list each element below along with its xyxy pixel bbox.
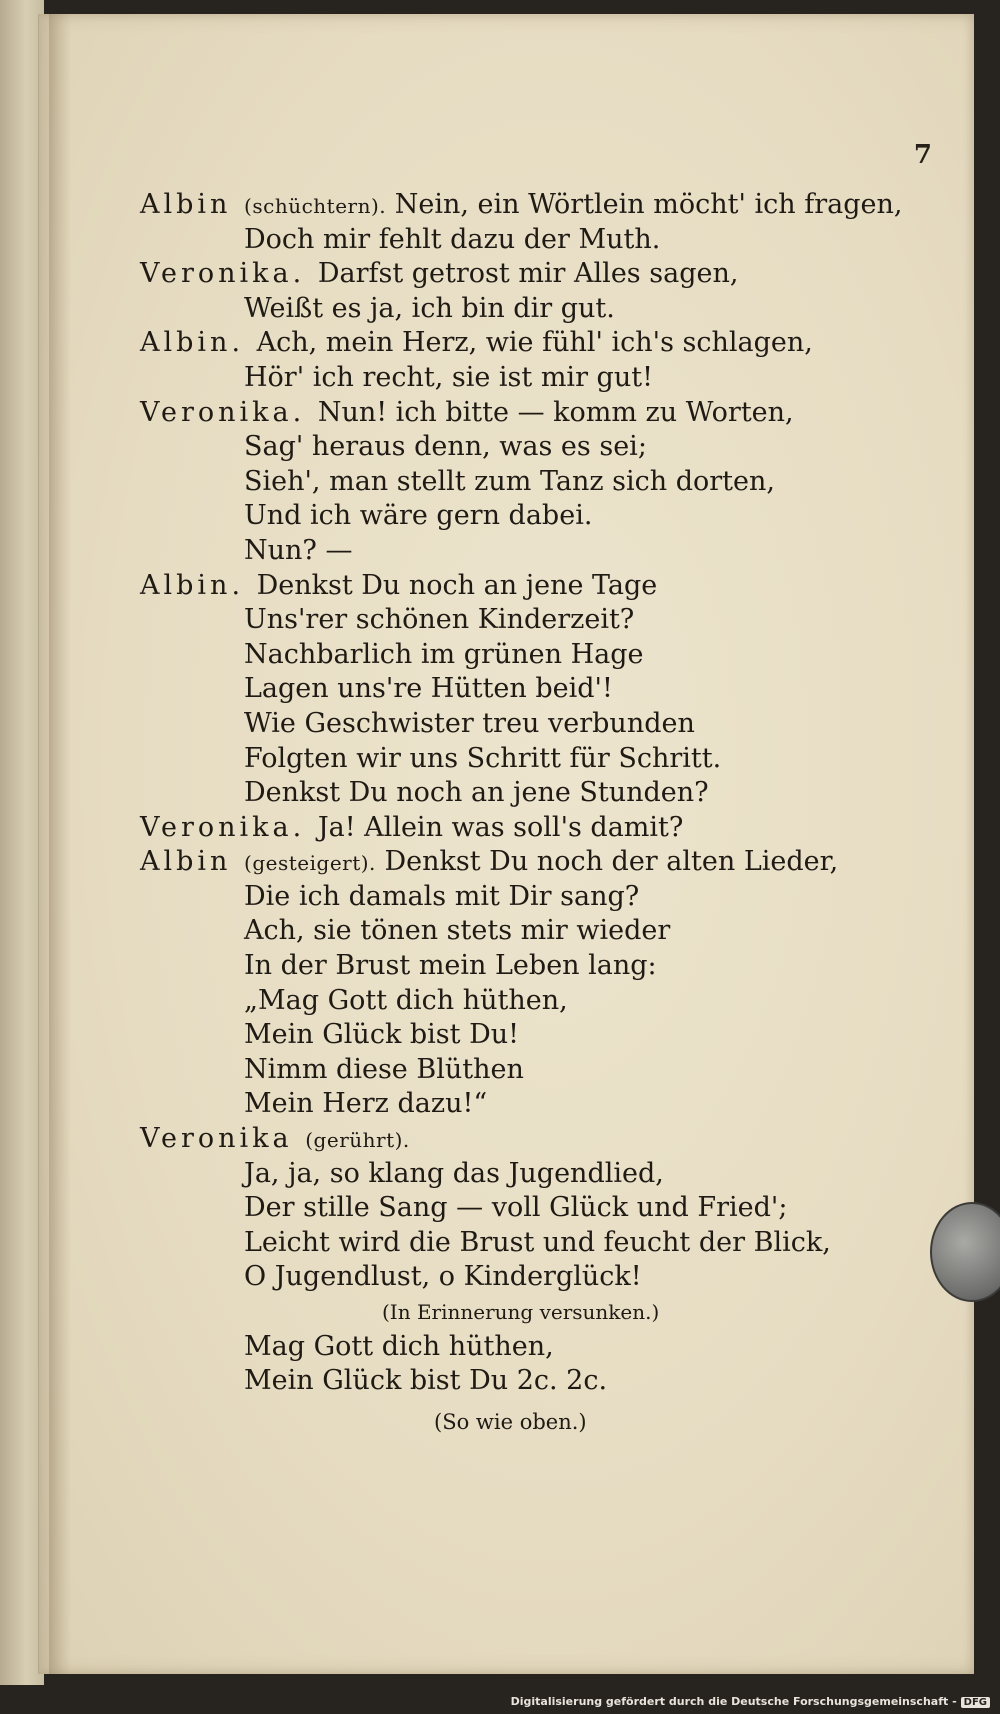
verse-text: Wie Geschwister treu verbunden [244, 707, 695, 739]
dialogue-line [140, 1122, 920, 1157]
page-clip [930, 1202, 1000, 1302]
stage-direction: (So wie oben.) [434, 1409, 587, 1434]
verse-text: Uns'rer schönen Kinderzeit? [244, 604, 635, 636]
dialogue-line [140, 1157, 920, 1192]
dialogue-line [140, 499, 920, 534]
verse-text: Denkst Du noch an jene Tage [256, 569, 658, 601]
verse-text: Nun? — [244, 534, 353, 566]
verse-text: Nun! ich bitte — komm zu Worten, [317, 396, 794, 428]
verse-text: Sag' heraus denn, was es sei; [244, 431, 647, 463]
verse-text: Ach, sie tönen stets mir wieder [244, 915, 671, 947]
dialogue-line [140, 465, 920, 500]
stage-direction: (schüchtern). [244, 194, 387, 218]
dialogue-line [140, 223, 920, 258]
speaker-name: Albin [140, 189, 232, 220]
speaker-name: Albin. [140, 327, 245, 359]
speaker-name: Veronika. [140, 396, 306, 428]
digitization-credit [511, 1695, 990, 1708]
dialogue-line [140, 776, 920, 811]
verse-text: Denkst Du noch an jene Stunden? [244, 777, 709, 809]
verse-text: Die ich damals mit Dir sang? [244, 880, 640, 912]
page-number: 7 [913, 140, 932, 170]
dialogue-line [140, 1053, 920, 1088]
dialogue-line [140, 326, 920, 361]
dialogue-line [140, 1191, 920, 1226]
dialogue-line [140, 569, 920, 604]
dialogue-line [140, 188, 920, 223]
verse-text: Darfst getrost mir Alles sagen, [317, 258, 739, 290]
speaker-name: Veronika. [140, 811, 306, 843]
dialogue-line [140, 1330, 920, 1365]
dialogue-line [140, 1260, 920, 1295]
verse-text: Mein Herz dazu!“ [244, 1088, 488, 1120]
dialogue-line [140, 603, 920, 638]
speaker-name: Albin. [140, 569, 245, 601]
verse-text: Denkst Du noch der alten Lieder, [384, 846, 839, 878]
dialogue-text [140, 188, 920, 1439]
dialogue-line [140, 742, 920, 777]
dialogue-line [140, 1364, 920, 1399]
dialogue-line [140, 292, 920, 327]
dialogue-line [140, 1018, 920, 1053]
verse-text: Folgten wir uns Schritt für Schritt. [244, 742, 722, 774]
dialogue-line [140, 396, 920, 431]
verse-text: Nachbarlich im grünen Hage [244, 638, 644, 670]
dialogue-line [140, 430, 920, 465]
verse-text: Ja! Allein was soll's damit? [317, 811, 684, 843]
stage-direction-line [140, 1295, 920, 1330]
stage-direction-line [140, 1405, 920, 1440]
verse-text: Sieh', man stellt zum Tanz sich dorten, [244, 465, 775, 497]
stage-direction: (gerührt). [305, 1128, 410, 1153]
dialogue-line [140, 845, 920, 880]
verse-text: Hör' ich recht, sie ist mir gut! [244, 361, 653, 393]
verse-text: Nimm diese Blüthen [244, 1053, 524, 1085]
verse-text: Und ich wäre gern dabei. [244, 500, 593, 532]
verse-text: Ach, mein Herz, wie fühl' ich's schlagen, [256, 327, 813, 359]
dialogue-line [140, 949, 920, 984]
credit-text: Digitalisierung gefördert durch die Deutsche Forschungsgemeinschaft - [510, 1695, 957, 1708]
dialogue-line [140, 672, 920, 707]
verse-text: „Mag Gott dich hüthen, [244, 984, 568, 1016]
gutter-shadow [49, 14, 71, 1674]
dialogue-line [140, 811, 920, 846]
verse-text: Mein Glück bist Du 2c. 2c. [244, 1365, 608, 1397]
stage-direction: (gesteigert). [244, 851, 376, 876]
speaker-name: Veronika [140, 1123, 293, 1155]
verse-text: In der Brust mein Leben lang: [244, 950, 657, 982]
dialogue-line [140, 638, 920, 673]
dfg-logo: DFG [961, 1697, 990, 1708]
verse-text: Leicht wird die Brust und feucht der Blick, [244, 1226, 831, 1258]
verse-text: Der stille Sang — voll Glück und Fried'; [244, 1192, 788, 1224]
dialogue-line [140, 1226, 920, 1261]
verse-text: Doch mir fehlt dazu der Muth. [244, 223, 661, 255]
verse-text: Nein, ein Wörtlein möcht' ich fragen, [394, 189, 903, 220]
verse-text: Weißt es ja, ich bin dir gut. [244, 292, 615, 324]
dialogue-line [140, 1087, 920, 1122]
speaker-name: Albin [140, 846, 232, 878]
dialogue-line [140, 880, 920, 915]
verse-text: Ja, ja, so klang das Jugendlied, [244, 1157, 664, 1189]
stage-direction: (In Erinnerung versunken.) [382, 1300, 660, 1324]
verse-text: Mein Glück bist Du! [244, 1019, 519, 1051]
dialogue-line [140, 257, 920, 292]
verse-text: O Jugendlust, o Kinderglück! [244, 1261, 642, 1293]
dialogue-line [140, 984, 920, 1019]
dialogue-line [140, 361, 920, 396]
dialogue-line [140, 707, 920, 742]
verse-text: Mag Gott dich hüthen, [244, 1330, 554, 1362]
dialogue-line [140, 914, 920, 949]
speaker-name: Veronika. [140, 258, 306, 290]
dialogue-line [140, 534, 920, 569]
verse-text: Lagen uns're Hütten beid'! [244, 673, 613, 705]
